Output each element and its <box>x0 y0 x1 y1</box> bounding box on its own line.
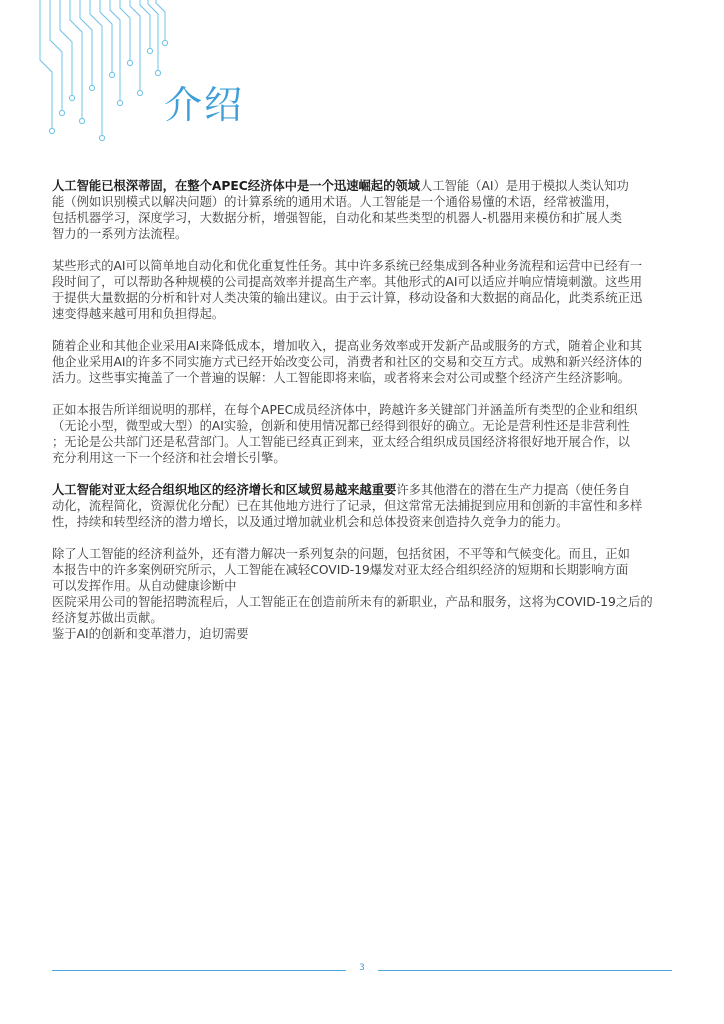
circuit-trace <box>120 0 130 60</box>
text-line: 某些形式的AI可以简单地自动化和优化重复性任务。其中许多系统已经集成到各种业务流程和运营中已经有一 <box>52 259 642 273</box>
paragraph-2 <box>52 258 674 322</box>
text-line: 他企业采用AI的许多不同实施方式已经开始改变公司，消费者和社区的交易和交互方式。成熟和新兴经济体的 <box>52 355 642 369</box>
text-line: 除了人工智能的经济利益外，还有潜力解决一系列复杂的问题，包括贫困，不平等和气候变化。而且，正如 <box>52 547 630 561</box>
text-line: 充分利用这一下一个经济和社会增长引擎。 <box>52 451 286 465</box>
circuit-node <box>109 72 114 77</box>
paragraph-6 <box>52 546 674 642</box>
footer-divider-left <box>52 970 346 971</box>
text-line: 段时间了，可以帮助各种规模的公司提高效率并提高生产率。其他形式的AI可以适应并响应情境刺激。这些用 <box>52 275 642 289</box>
text-line: 动化，流程简化，资源优化分配）已在其他地方进行了记录，但这常常无法捕捉到应用和创新的丰富性和多样 <box>52 499 643 513</box>
circuit-decoration-icon <box>0 0 170 150</box>
circuit-trace <box>156 0 165 40</box>
circuit-node <box>49 128 54 133</box>
text-line: 能（例如识别模式以解决问题）的计算系统的通用术语。人工智能是一个通俗易懂的术语，经常被滥用， <box>52 195 618 209</box>
page-title: 介绍 <box>164 83 245 127</box>
paragraph-1-lead: 人工智能已根深蒂固，在整个APEC经济体中是一个迅速崛起的领域 <box>52 179 420 193</box>
text-line: 医院采用公司的智能招聘流程后，人工智能正在创造前所未有的新职业，产品和服务，这将为COVID-19之后的 <box>52 595 653 609</box>
circuit-node <box>137 90 142 95</box>
circuit-node <box>127 60 132 65</box>
text-line: 随着企业和其他企业采用AI来降低成本，增加收入，提高业务效率或开发新产品或服务的方式，随着企业和其 <box>52 339 642 353</box>
circuit-node <box>89 85 94 90</box>
text-line: 速变得越来越可用和负担得起。 <box>52 307 225 321</box>
footer-divider-right <box>378 970 672 971</box>
circuit-node <box>147 48 152 53</box>
text-line: 活力。这些事实掩盖了一个普遍的误解：人工智能即将来临，或者将来会对公司或整个经济产生经济影响。 <box>52 371 630 385</box>
paragraph-1 <box>52 178 674 242</box>
text-line: 人工智能（AI）是用于模拟人类认知功 <box>419 179 629 193</box>
text-line: 鉴于AI的创新和变革潜力，迫切需要 <box>52 627 249 641</box>
paragraph-5-lead: 人工智能对亚太经合组织地区的经济增长和区域贸易越来越重要 <box>52 483 397 497</box>
paragraph-3 <box>52 338 674 386</box>
text-line: 于提供大量数据的分析和针对人类决策的输出建议。由于云计算，移动设备和大数据的商品化，此类系统正迅 <box>52 291 643 305</box>
circuit-node <box>59 110 64 115</box>
circuit-trace <box>130 0 140 90</box>
circuit-trace <box>140 0 150 48</box>
circuit-node <box>79 118 84 123</box>
text-line: 智力的一系列方法流程。 <box>52 227 188 241</box>
body-text <box>52 178 674 642</box>
paragraph-5 <box>52 482 674 530</box>
circuit-node <box>117 100 122 105</box>
circuit-node <box>99 135 104 140</box>
text-line: （无论小型，微型或大型）的AI实验，创新和使用情况都已经得到很好的确立。无论是营利性还是非营利性 <box>52 419 630 433</box>
circuit-node <box>162 40 167 45</box>
text-line: 许多其他潜在的潜在生产力提高（使任务自 <box>396 483 630 497</box>
paragraph-4 <box>52 402 674 466</box>
text-line: 性，持续和转型经济的潜力增长，以及通过增加就业机会和总体投资来创造持久竞争力的能力。 <box>52 515 569 529</box>
text-line: 本报告中的许多案例研究所示，人工智能在减轻COVID-19爆发对亚太经合组织经济的短期和长期影响方面 <box>52 563 629 577</box>
page-number: 3 <box>359 963 365 973</box>
circuit-node <box>155 70 160 75</box>
text-line: ；无论是公共部门还是私营部门。人工智能已经真正到来，亚太经合组织成员国经济将很好地开展合作，以 <box>52 435 630 449</box>
text-line: 可以发挥作用。从自动健康诊断中 <box>52 579 237 593</box>
text-line: 经济复苏做出贡献。 <box>52 611 163 625</box>
text-line: 包括机器学习，深度学习，大数据分析，增强智能，自动化和某些类型的机器人-机器用来模仿和扩展人类 <box>52 211 623 225</box>
text-line: 正如本报告所详细说明的那样，在每个APEC成员经济体中，跨越许多关键部门并涵盖所有类型的企业和组织 <box>52 403 638 417</box>
circuit-node <box>69 95 74 100</box>
